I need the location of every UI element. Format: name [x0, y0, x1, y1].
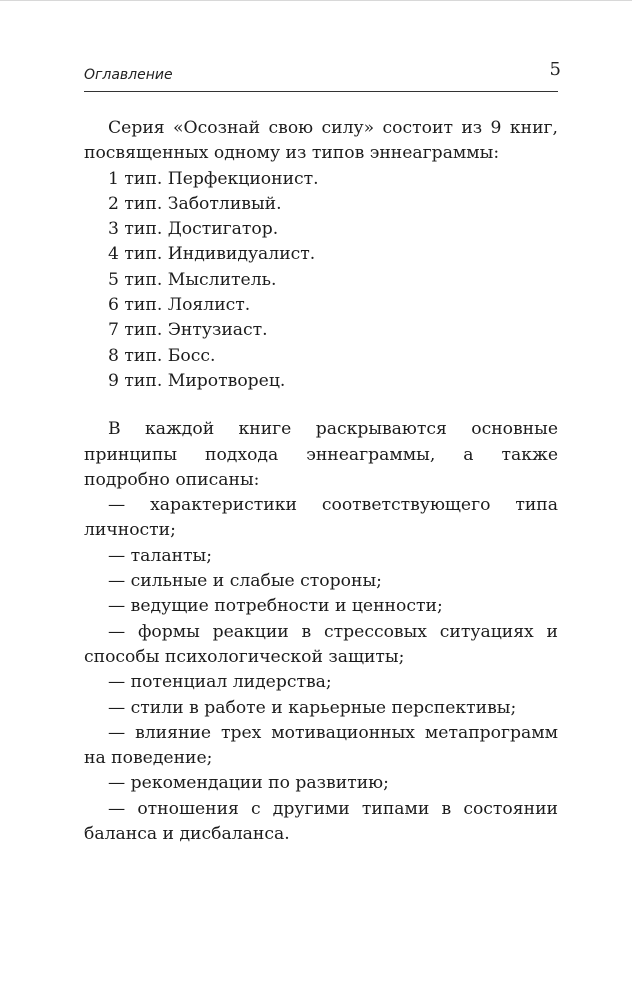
type-item-8: 8 тип. Босс.: [108, 345, 216, 366]
feature-item: — формы реакции в стрессовых ситуациях и способы психологической защиты;: [84, 621, 558, 667]
type-item-7: 7 тип. Энтузиаст.: [108, 320, 268, 341]
type-item-3: 3 тип. Достигатор.: [108, 219, 279, 240]
type-item-5: 5 тип. Мыслитель.: [108, 269, 277, 290]
feature-item: — ведущие потребности и ценности;: [108, 596, 443, 617]
feature-item: — сильные и слабые стороны;: [108, 571, 382, 592]
feature-item: — рекомендации по развитию;: [108, 773, 389, 794]
page-number: 5: [549, 59, 561, 80]
page-body: [84, 116, 558, 847]
book-features-list: [84, 493, 558, 847]
type-item-4: 4 тип. Индивидуалист.: [108, 244, 316, 265]
type-item-2: 2 тип. Заботливый.: [108, 193, 282, 214]
feature-item: — характеристики соответствующего типа личности;: [84, 495, 558, 541]
header-rule: [84, 91, 558, 92]
enneagram-types-list: [84, 167, 558, 395]
feature-item: — стили в работе и карьерные перспективы;: [108, 697, 517, 718]
type-item-6: 6 тип. Лоялист.: [108, 295, 251, 316]
feature-item: — таланты;: [108, 545, 213, 566]
paragraph-gap: [84, 394, 558, 417]
type-item-9: 9 тип. Миротворец.: [108, 370, 286, 391]
intro-paragraph: Серия «Осознай свою силу» состоит из 9 книг, посвященных одному из типов эннеаграммы:: [84, 118, 558, 164]
feature-item: — влияние трех мотивационных метапрограмм на поведение;: [84, 722, 558, 769]
books-paragraph: В каждой книге раскрываются основные принципы подхода эннеаграммы, а также подробно описаны:: [84, 419, 558, 490]
type-item-1: 1 тип. Перфекционист.: [108, 168, 319, 189]
feature-item: — потенциал лидерства;: [108, 672, 332, 693]
feature-item: — отношения с другими типами в состоянии баланса и дисбаланса.: [84, 798, 558, 845]
running-head-title: Оглавление: [84, 67, 173, 83]
